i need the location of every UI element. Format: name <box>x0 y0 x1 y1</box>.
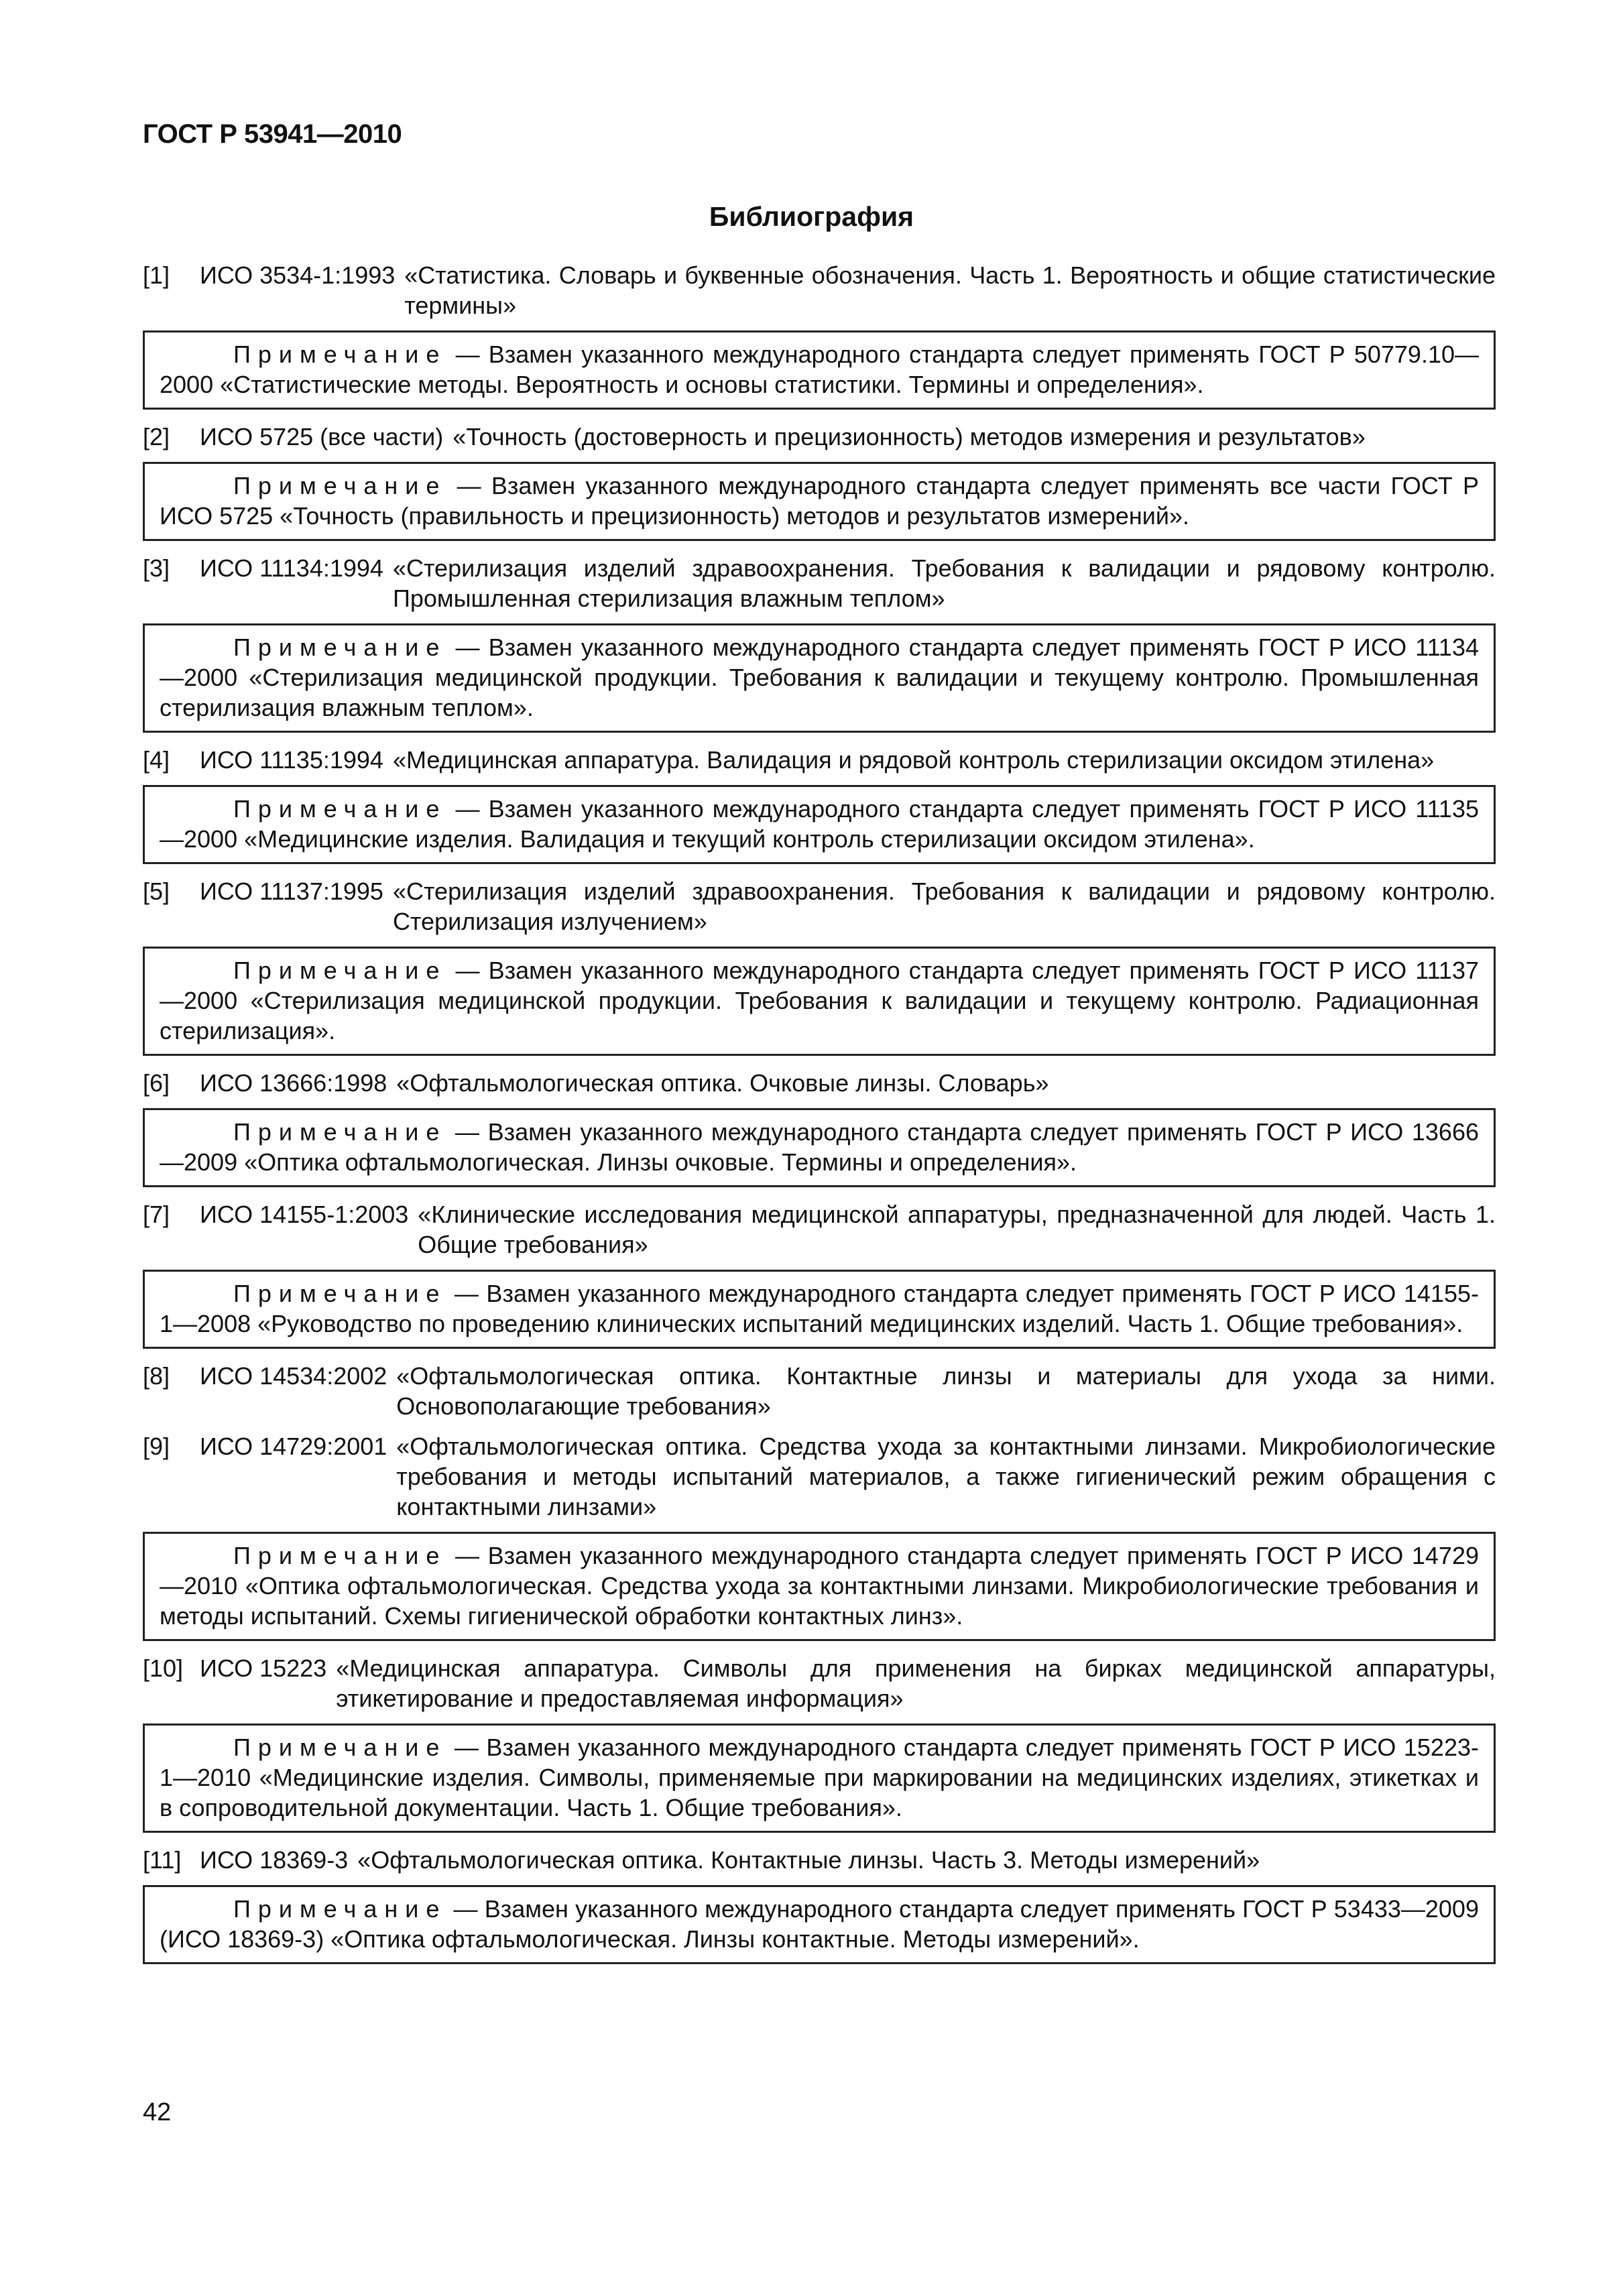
note-text: — Взамен указанного международного стандарта следует применять ГОСТ Р 53433—2009 (ИСО 18369-3) «Оптика офтальмологическая. Линзы контактные. Методы измерений». <box>160 1895 1479 1953</box>
section-title: Библиография <box>709 201 914 232</box>
entry-standard-code: ИСО 11137:1995 <box>200 878 383 905</box>
bibliography-entry <box>143 1199 1496 1260</box>
note-label: Примечание <box>233 472 447 499</box>
note-label: Примечание <box>233 795 447 823</box>
entry-number: [7] <box>143 1201 170 1228</box>
entry-number: [8] <box>143 1362 170 1390</box>
entry-number: [9] <box>143 1433 170 1460</box>
bibliography-entry <box>143 553 1496 613</box>
entry-standard-code: ИСО 14729:2001 <box>200 1433 387 1460</box>
note-text: — Взамен указанного международного стандарта следует применять ГОСТ Р ИСО 11134—2000 «Стерилизация медицинской продукции. Требования к валидации и текущему контролю. Промышленная стерилизация влажным теплом». <box>160 633 1479 721</box>
entry-note <box>143 1532 1496 1641</box>
entry-standard-code: ИСО 18369-3 <box>200 1846 349 1874</box>
bibliography-entry <box>143 745 1496 775</box>
note-label: Примечание <box>233 1542 447 1569</box>
bibliography-list <box>143 260 1496 1976</box>
entry-title: «Офтальмологическая оптика. Контактные линзы и материалы для ухода за ними. Основополагающие требования» <box>396 1362 1496 1420</box>
entry-standard-code: ИСО 11134:1994 <box>200 554 383 582</box>
bibliography-entry <box>143 260 1496 320</box>
note-text: — Взамен указанного международного стандарта следует применять ГОСТ Р 50779.10—2000 «Статистические методы. Вероятность и основы статистики. Термины и определения». <box>160 341 1479 398</box>
note-label: Примечание <box>233 1118 447 1146</box>
note-label: Примечание <box>233 1280 447 1307</box>
entry-note <box>143 947 1496 1056</box>
document-code: ГОСТ Р 53941—2010 <box>143 119 402 149</box>
entry-title: «Офтальмологическая оптика. Очковые линзы. Словарь» <box>396 1069 1049 1097</box>
entry-title: «Медицинская аппаратура. Валидация и рядовой контроль стерилизации оксидом этилена» <box>392 746 1435 774</box>
entry-standard-code: ИСО 13666:1998 <box>200 1069 387 1097</box>
note-label: Примечание <box>233 633 447 661</box>
entry-number: [1] <box>143 261 170 289</box>
entry-note <box>143 462 1496 541</box>
bibliography-entry <box>143 1653 1496 1713</box>
entry-number: [11] <box>143 1846 182 1874</box>
entry-standard-code: ИСО 15223 <box>200 1654 327 1682</box>
entry-note <box>143 1108 1496 1187</box>
entry-note <box>143 1885 1496 1964</box>
note-text: — Взамен указанного международного стандарта следует применять ГОСТ Р ИСО 13666—2009 «Оптика офтальмологическая. Линзы очковые. Термины и определения». <box>160 1118 1479 1176</box>
entry-standard-code: ИСО 14155-1:2003 <box>200 1201 409 1228</box>
entry-standard-code: ИСО 5725 (все части) <box>200 423 444 450</box>
entry-number: [3] <box>143 554 170 582</box>
entry-title: «Медицинская аппаратура. Символы для применения на бирках медицинской аппаратуры, этикетирование и предоставляемая информация» <box>336 1654 1496 1712</box>
entry-title: «Клинические исследования медицинской аппаратуры, предназначенной для людей. Часть 1. Общие требования» <box>418 1201 1496 1258</box>
entry-number: [10] <box>143 1654 184 1682</box>
entry-note <box>143 330 1496 410</box>
entry-title: «Офтальмологическая оптика. Средства ухода за контактными линзами. Микробиологические требования и методы испытаний материалов, а также гигиенический режим обращения с контактными линзами» <box>396 1433 1496 1520</box>
page-number: 42 <box>143 2098 172 2126</box>
entry-number: [6] <box>143 1069 170 1097</box>
note-text: — Взамен указанного международного стандарта следует применять ГОСТ Р ИСО 14729—2010 «Оптика офтальмологическая. Средства ухода за контактными линзами. Микробиологические требования и методы испытаний. Схемы гигиенической обработки контактных линз». <box>160 1542 1479 1630</box>
note-label: Примечание <box>233 957 447 984</box>
entry-note <box>143 623 1496 733</box>
entry-title: «Офтальмологическая оптика. Контактные линзы. Часть 3. Методы измерений» <box>357 1846 1260 1874</box>
entry-note <box>143 785 1496 864</box>
note-label: Примечание <box>233 341 447 368</box>
note-text: — Взамен указанного международного стандарта следует применять ГОСТ Р ИСО 11135—2000 «Медицинские изделия. Валидация и текущий контроль стерилизации оксидом этилена». <box>160 795 1479 853</box>
entry-title: «Стерилизация изделий здравоохранения. Требования к валидации и рядовому контролю. Стерилизация излучением» <box>392 878 1496 935</box>
entry-number: [5] <box>143 878 170 905</box>
entry-note <box>143 1724 1496 1833</box>
bibliography-entry <box>143 1431 1496 1522</box>
entry-number: [2] <box>143 423 170 450</box>
bibliography-entry <box>143 1845 1496 1875</box>
note-label: Примечание <box>233 1734 447 1761</box>
entry-title: «Точность (достоверность и прецизионность) методов измерения и результатов» <box>453 423 1366 450</box>
entry-title: «Статистика. Словарь и буквенные обозначения. Часть 1. Вероятность и общие статистические термины» <box>404 261 1496 319</box>
entry-standard-code: ИСО 14534:2002 <box>200 1362 387 1390</box>
entry-number: [4] <box>143 746 170 774</box>
entry-note <box>143 1270 1496 1349</box>
note-text: — Взамен указанного международного стандарта следует применять все части ГОСТ Р ИСО 5725 «Точность (правильность и прецизионность) методов и результатов измерений». <box>160 472 1479 530</box>
note-text: — Взамен указанного международного стандарта следует применять ГОСТ Р ИСО 14155-1—2008 «Руководство по проведению клинических испытаний медицинских изделий. Часть 1. Общие требования». <box>160 1280 1479 1337</box>
entry-standard-code: ИСО 11135:1994 <box>200 746 383 774</box>
bibliography-entry <box>143 1361 1496 1421</box>
note-label: Примечание <box>233 1895 447 1923</box>
note-text: — Взамен указанного международного стандарта следует применять ГОСТ Р ИСО 11137—2000 «Стерилизация медицинской продукции. Требования к валидации и текущему контролю. Радиационная стерилизация». <box>160 957 1479 1044</box>
entry-title: «Стерилизация изделий здравоохранения. Требования к валидации и рядовому контролю. Промышленная стерилизация влажным теплом» <box>392 554 1496 612</box>
bibliography-entry <box>143 876 1496 936</box>
bibliography-entry <box>143 1068 1496 1098</box>
bibliography-entry <box>143 422 1496 452</box>
note-text: — Взамен указанного международного стандарта следует применять ГОСТ Р ИСО 15223-1—2010 «Медицинские изделия. Символы, применяемые при маркировании на медицинских изделиях, этикетках и в сопроводительной документации. Часть 1. Общие требования». <box>160 1734 1479 1821</box>
entry-standard-code: ИСО 3534-1:1993 <box>200 261 396 289</box>
